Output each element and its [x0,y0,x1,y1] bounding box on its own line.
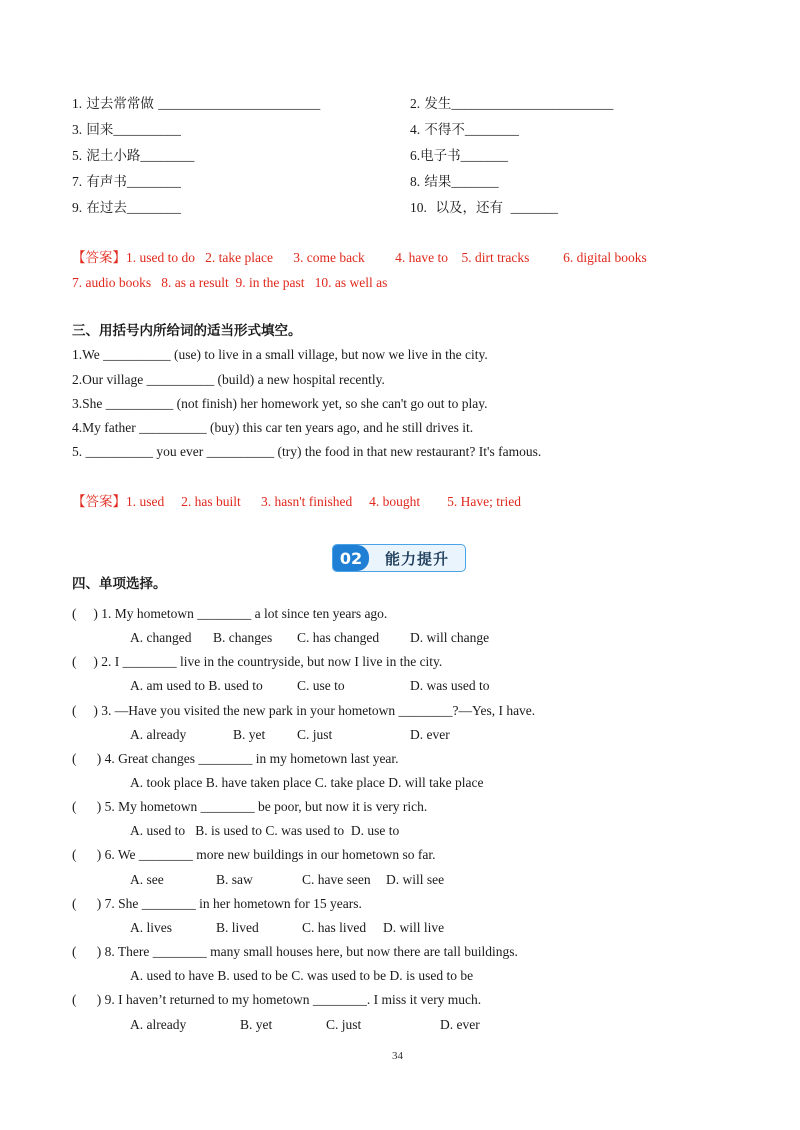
q3-option-c: C. just [297,727,333,742]
section-banner [332,544,466,572]
section-3-title: 三、用括号内所给词的适当形式填空。 [72,323,302,339]
q1-option-a: A. changed [130,630,192,645]
fill-item-2: 2.Our village __________ (build) a new hospital recently. [72,372,385,387]
answer-line-1: 【答案】1. used to do 2. take place 3. come back 4. have to 5. dirt tracks 6. digital books [72,250,647,266]
q9-option-a: A. already [130,1017,187,1032]
q7-option-b: B. lived [216,920,259,935]
fill-item-5: 5. __________ you ever __________ (try) the food in that new restaurant? It's famous. [72,444,542,459]
fill-item-3: 3.She __________ (not finish) her homework yet, so she can't go out to play. [72,396,488,411]
question-8: ( ) 8. There ________ many small houses here, but now there are tall buildings. [72,944,518,959]
question-1: ( ) 1. My hometown ________ a lot since ten years ago. [72,606,388,621]
vocab-item-6: 6.电子书_______ [410,148,508,164]
answer-line-2: 7. audio books 8. as a result 9. in the past 10. as well as [72,275,388,290]
q9-option-b: B. yet [240,1017,273,1032]
question-6: ( ) 6. We ________ more new buildings in our hometown so far. [72,847,436,862]
answer-tag: 【答案】 [72,250,126,266]
q7-option-d: D. will live [383,920,445,935]
q3-option-a: A. already [130,727,187,742]
q9-option-d: D. ever [440,1017,480,1032]
vocab-item-8: 8. 结果_______ [410,174,499,190]
vocab-item-7: 7. 有声书________ [72,174,181,190]
q9-option-c: C. just [326,1017,362,1032]
banner-title: 能力提升 [384,549,449,568]
q5-options: A. used to B. is used to C. was used to D. use to [130,823,400,838]
q4-options: A. took place B. have taken place C. take place D. will take place [130,775,484,790]
q3-option-d: D. ever [410,727,450,742]
question-7: ( ) 7. She ________ in her hometown for 15 years. [72,896,362,911]
vocab-item-10: 10. 以及，还有 _______ [410,200,558,216]
q1-option-d: D. will change [410,630,490,645]
vocab-item-9: 9. 在过去________ [72,200,181,216]
q2-option-c: C. use to [297,678,345,693]
q1-option-b: B. changes [213,630,273,645]
vocab-item-2: 2. 发生________________________ [410,96,614,112]
q6-option-c: C. have seen [302,872,371,887]
answer-tag: 【答案】 [72,494,126,510]
fill-item-1: 1.We __________ (use) to live in a small village, but now we live in the city. [72,347,488,362]
q2-option-d: D. was used to [410,678,490,693]
question-4: ( ) 4. Great changes ________ in my hometown last year. [72,751,399,766]
q8-options: A. used to have B. used to be C. was used to be D. is used to be [130,968,474,983]
q7-option-a: A. lives [130,920,172,935]
q6-option-d: D. will see [386,872,445,887]
vocab-item-3: 3. 回来__________ [72,122,181,138]
section-4-title: 四、单项选择。 [72,576,167,592]
q3-option-b: B. yet [233,727,266,742]
q6-option-a: A. see [130,872,164,887]
vocab-item-1: 1. 过去常常做 ________________________ [72,96,321,112]
q7-option-c: C. has lived [302,920,367,935]
question-9: ( ) 9. I haven’t returned to my hometown ________. I miss it very much. [72,992,482,1007]
question-5: ( ) 5. My hometown ________ be poor, but now it is very rich. [72,799,428,814]
question-3: ( ) 3. —Have you visited the new park in your hometown ________?—Yes, I have. [72,703,536,718]
page-number: 34 [392,1050,403,1062]
vocab-item-4: 4. 不得不________ [410,122,519,138]
vocab-item-5: 5. 泥土小路________ [72,148,195,164]
answer-line-3: 【答案】1. used 2. has built 3. hasn't finished 4. bought 5. Have; tried [72,494,522,510]
q6-option-b: B. saw [216,872,253,887]
question-2: ( ) 2. I ________ live in the countryside, but now I live in the city. [72,654,443,669]
q1-option-c: C. has changed [297,630,380,645]
q2-option-ab: A. am used to B. used to [130,678,263,693]
banner-number: 02 [333,545,369,571]
fill-item-4: 4.My father __________ (buy) this car ten years ago, and he still drives it. [72,420,474,435]
